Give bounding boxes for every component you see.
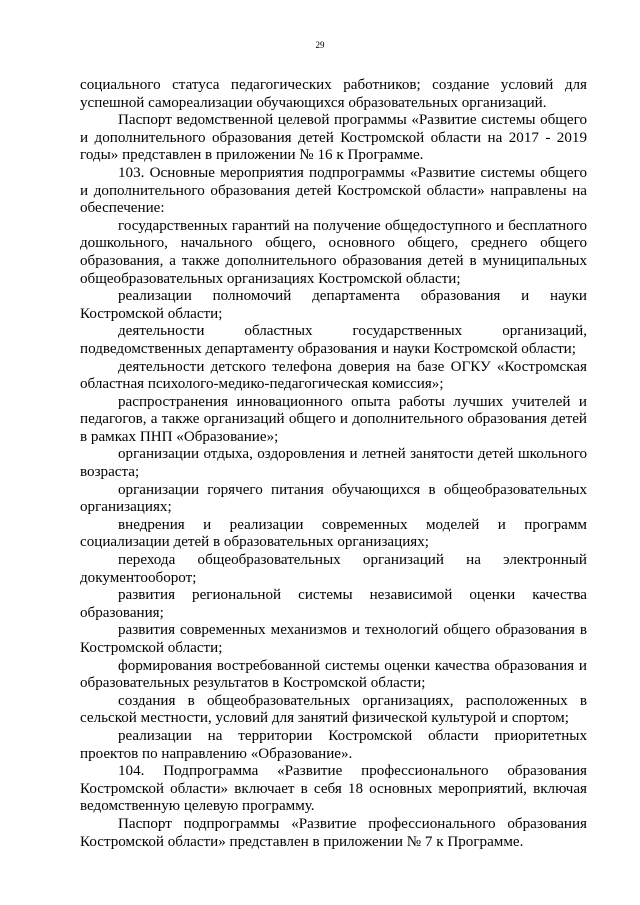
list-item-electronic-document-flow: перехода общеобразовательных организаций на электронный документооборот; xyxy=(80,552,587,586)
list-item-hot-meals: организации горячего питания обучающихся в общеобразовательных организациях; xyxy=(80,481,587,516)
list-item-quality-assessment-system: формирования востребованной системы оценки качества образования и образовательных результатов в Костромской области; xyxy=(80,657,587,692)
paragraph-103-intro: 103. Основные мероприятия подпрограммы «Развитие системы общего и дополнительного образования детей Костромской области» направлены на обеспечение: xyxy=(80,164,587,217)
list-item-helpline: деятельности детского телефона доверия на базе ОГКУ «Костромская областная психолого-медико-педагогическая комиссия»; xyxy=(80,358,587,393)
paragraph-104-subprogram: 104. Подпрограмма «Развитие профессионального образования Костромской области» включает в себя 18 основных мероприятий, включая ведомственную целевую программу. xyxy=(80,763,587,815)
list-item-modern-mechanisms: развития современных механизмов и технологий общего образования в Костромской области; xyxy=(80,622,587,656)
list-item-department-powers: реализации полномочий департамента образования и науки Костромской области; xyxy=(80,288,587,322)
list-item-rural-sports-conditions: создания в общеобразовательных организациях, расположенных в сельской местности, условий для занятий физической культурой и спортом; xyxy=(80,692,587,727)
list-item-socialization-programs: внедрения и реализации современных моделей и программ социализации детей в образовательных организациях; xyxy=(80,516,587,551)
page-number: 29 xyxy=(315,40,325,50)
list-item-state-guarantees: государственных гарантий на получение общедоступного и бесплатного дошкольного, начального общего, основного общего, среднего общего образования, а также дополнительного образования детей в муниципальных общеобразовательных организациях Костромской области; xyxy=(80,217,587,287)
paragraph-passport-departmental-program: Паспорт ведомственной целевой программы «Развитие системы общего и дополнительного образования детей Костромской области на 2017 - 2019 годы» представлен в приложении № 16 к Программе. xyxy=(80,112,587,164)
list-item-independent-quality-assessment: развития региональной системы независимой оценки качества образования; xyxy=(80,587,587,621)
list-item-innovation-experience: распространения инновационного опыта работы лучших учителей и педагогов, а также организаций общего и дополнительного образования детей в рамках ПНП «Образование»; xyxy=(80,393,587,445)
list-item-summer-recreation: организации отдыха, оздоровления и летней занятости детей школьного возраста; xyxy=(80,446,587,481)
paragraph-subprogram-passport: Паспорт подпрограммы «Развитие профессионального образования Костромской области» представлен в приложении № 7 к Программе. xyxy=(80,815,587,850)
paragraph-social-status-continuation: социального статуса педагогических работников; создание условий для успешной самореализации обучающихся образовательных организаций. xyxy=(80,77,587,111)
document-body xyxy=(80,77,587,851)
list-item-priority-projects: реализации на территории Костромской области приоритетных проектов по направлению «Образование». xyxy=(80,727,587,762)
list-item-regional-organizations: деятельности областных государственных организаций, подведомственных департаменту образования и науки Костромской области; xyxy=(80,323,587,357)
